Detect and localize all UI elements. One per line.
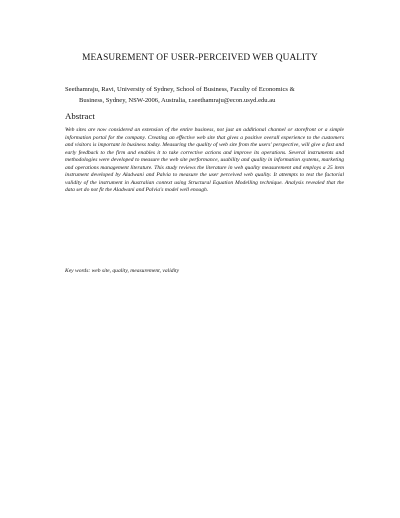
keywords: Key words: web site, quality, measurement, validity: [65, 268, 180, 274]
paper-title: MEASUREMENT OF USER-PERCEIVED WEB QUALITY: [82, 53, 318, 63]
author-line-1: Seethamraju, Ravi, University of Sydney, School of Business, Faculty of Economics &: [65, 86, 295, 93]
author-line-2: Business, Sydney, NSW-2006, Australia, r.seethamraju@econ.usyd.edu.au: [79, 97, 276, 104]
abstract-heading: Abstract: [65, 111, 95, 121]
abstract-text: Web sites are now considered an extension of the entire business, not just an additional channel or storefront or a simple information portal for the company. Creating an effective web site that gives a positive overall experience to the customers and visitors is important in business today. Measuring the quality of web site from the users' perspective, will give a fast and early feedback to the firm and enables it to take corrective actions and improve its operations. Several instruments and methodologies were developed to measure the web site performance, usability and quality in information systems, marketing and operations management literature. This study reviews the literature in web quality measurement and employs a 25 item instrument developed by Aladwani and Palvia to measure the user perceived web quality. It attempts to test the factorial validity of the instrument in Australian context using Structural Equation Modelling technique. Analysis revealed that the data set do not fit the Aladwani and Palvia's model well enough.: [65, 127, 344, 194]
author-affiliation: [65, 84, 365, 106]
